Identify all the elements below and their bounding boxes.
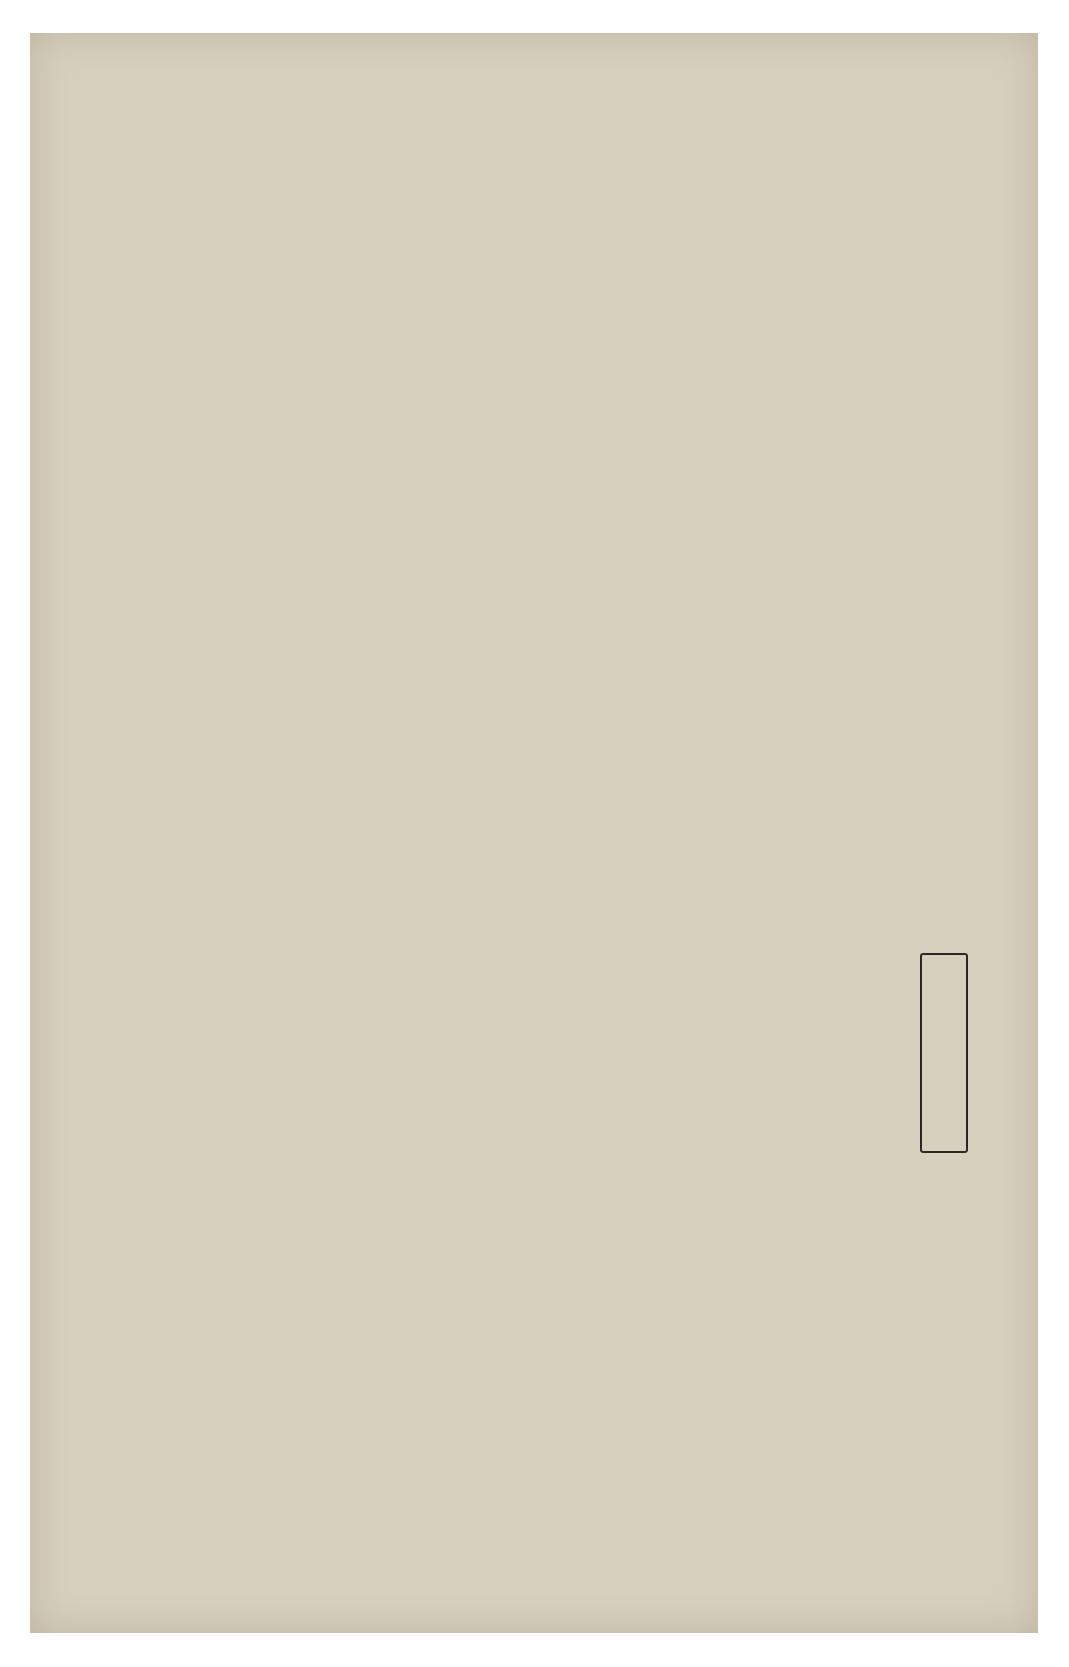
bottom-section bbox=[30, 841, 1038, 1633]
region-heading-nanyo bbox=[920, 953, 968, 1153]
top-section bbox=[30, 33, 1038, 841]
document-page bbox=[30, 33, 1038, 1633]
bottom-columns bbox=[30, 841, 1038, 1633]
top-columns bbox=[30, 33, 1038, 841]
